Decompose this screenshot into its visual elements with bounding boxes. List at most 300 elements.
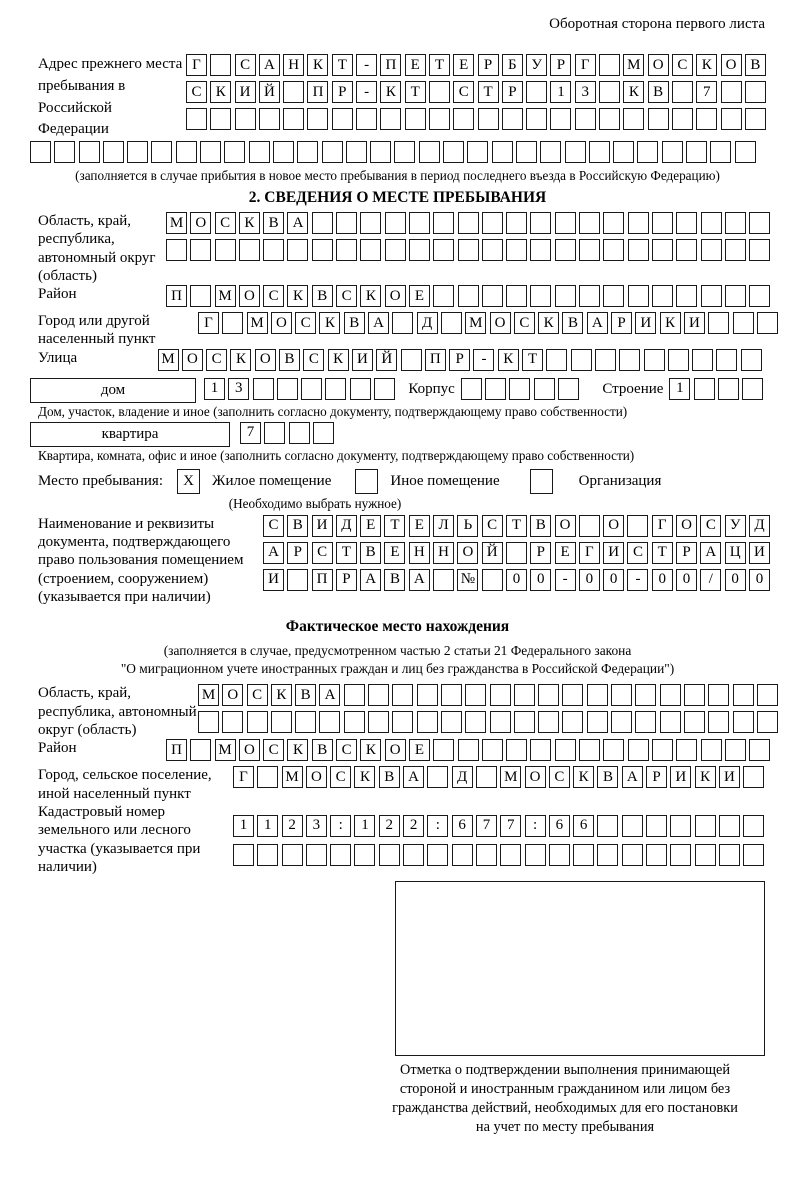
char-cell [482, 739, 503, 761]
char-cell: 0 [652, 569, 673, 591]
char-cell [534, 378, 555, 400]
char-cell: Т [405, 81, 426, 103]
char-cell [392, 312, 413, 334]
char-cell: М [158, 349, 179, 371]
char-cell: 7 [696, 81, 717, 103]
char-cell [684, 684, 705, 706]
char-cell [332, 108, 353, 130]
char-cell [635, 684, 656, 706]
char-cell [287, 569, 308, 591]
char-cell [356, 108, 377, 130]
char-cell [749, 239, 770, 261]
char-cell: № [457, 569, 478, 591]
char-cell [368, 684, 389, 706]
char-cell [433, 212, 454, 234]
char-cell: В [312, 285, 333, 307]
char-cell [526, 81, 547, 103]
street-field [30, 349, 765, 376]
char-cell [190, 239, 211, 261]
char-cell: В [263, 212, 284, 234]
actual-district-field [30, 739, 765, 766]
char-cell [733, 684, 754, 706]
char-cell [312, 239, 333, 261]
char-cell [708, 711, 729, 733]
char-cell: В [312, 739, 333, 761]
char-cell [743, 815, 764, 837]
char-cell: Т [522, 349, 543, 371]
char-cell: А [622, 766, 643, 788]
char-cell [579, 239, 600, 261]
char-cell [322, 141, 343, 163]
char-cell-row [263, 569, 773, 591]
char-cell [538, 711, 559, 733]
char-cell: И [684, 312, 705, 334]
char-cell: Р [336, 569, 357, 591]
char-cell [514, 711, 535, 733]
char-cell: Ц [725, 542, 746, 564]
char-cell: В [597, 766, 618, 788]
char-cell: К [271, 684, 292, 706]
char-cell: 7 [500, 815, 521, 837]
char-cell: Е [405, 54, 426, 76]
char-cell: - [555, 569, 576, 591]
char-cell: Б [502, 54, 523, 76]
char-cell [215, 239, 236, 261]
char-cell [716, 349, 737, 371]
char-cell: - [356, 81, 377, 103]
char-cell [635, 711, 656, 733]
char-cell [283, 108, 304, 130]
char-cell: 0 [603, 569, 624, 591]
char-cell [360, 239, 381, 261]
char-cell: 1 [204, 378, 225, 400]
char-cell: М [215, 739, 236, 761]
char-cell: П [425, 349, 446, 371]
char-cell: О [182, 349, 203, 371]
char-cell: С [235, 54, 256, 76]
char-cell-row [186, 108, 769, 130]
char-cell: Р [478, 54, 499, 76]
char-cell [721, 81, 742, 103]
char-cell: Г [233, 766, 254, 788]
char-cell [516, 141, 537, 163]
char-cell: Т [478, 81, 499, 103]
char-cell [273, 141, 294, 163]
char-cell [565, 141, 586, 163]
char-cell [701, 212, 722, 234]
char-cell [458, 239, 479, 261]
char-cell: С [482, 515, 503, 537]
char-cell [151, 141, 172, 163]
char-cell: Р [676, 542, 697, 564]
actual-district-cells [166, 739, 773, 766]
char-cell [599, 108, 620, 130]
checkbox-residential: X [177, 469, 200, 494]
char-cell [670, 844, 691, 866]
char-cell: К [573, 766, 594, 788]
char-cell [743, 844, 764, 866]
char-cell [392, 711, 413, 733]
char-cell: Г [186, 54, 207, 76]
document-field [30, 515, 765, 606]
char-cell [525, 844, 546, 866]
char-cell: Р [502, 81, 523, 103]
char-cell: Р [646, 766, 667, 788]
char-cell [458, 739, 479, 761]
char-cell [224, 141, 245, 163]
apartment-type-box: квартира [30, 422, 230, 447]
char-cell [725, 285, 746, 307]
char-cell [313, 422, 334, 444]
char-cell: С [514, 312, 535, 334]
actual-location-caption-2: "О миграционном учете иностранных граждан и лиц без гражданства в Российской Федерации") [120, 661, 675, 677]
apartment-caption: Квартира, комната, офис и иное (заполнить согласно документу, подтверждающему право собственности) [38, 447, 635, 463]
char-cell: Н [283, 54, 304, 76]
char-cell [627, 515, 648, 537]
char-cell: О [190, 212, 211, 234]
char-cell: Е [409, 739, 430, 761]
char-cell [735, 141, 756, 163]
prev-address-field [30, 54, 765, 141]
char-cell [443, 141, 464, 163]
char-cell: 1 [257, 815, 278, 837]
char-cell [336, 212, 357, 234]
char-cell [595, 349, 616, 371]
char-cell: Т [652, 542, 673, 564]
char-cell [660, 711, 681, 733]
char-cell: 0 [530, 569, 551, 591]
char-cell [417, 684, 438, 706]
char-cell [719, 844, 740, 866]
char-cell: К [287, 285, 308, 307]
char-cell [587, 711, 608, 733]
char-cell: О [555, 515, 576, 537]
char-cell [465, 711, 486, 733]
char-cell-row [166, 739, 773, 761]
char-cell: Г [198, 312, 219, 334]
char-cell [579, 285, 600, 307]
char-cell [330, 844, 351, 866]
char-cell: С [453, 81, 474, 103]
char-cell: К [239, 212, 260, 234]
char-cell: Н [433, 542, 454, 564]
char-cell: О [385, 739, 406, 761]
char-cell [441, 684, 462, 706]
char-cell [701, 285, 722, 307]
char-cell: О [222, 684, 243, 706]
char-cell [54, 141, 75, 163]
char-cell [247, 711, 268, 733]
apartment-row [30, 422, 765, 447]
char-cell: С [215, 212, 236, 234]
char-cell: Д [452, 766, 473, 788]
char-cell: Ь [457, 515, 478, 537]
option-organization-label: Организация [578, 472, 662, 489]
char-cell-row [204, 378, 398, 400]
char-cell [550, 108, 571, 130]
char-cell: Г [652, 515, 673, 537]
char-cell: / [700, 569, 721, 591]
char-cell [549, 844, 570, 866]
char-cell: В [344, 312, 365, 334]
char-cell [611, 711, 632, 733]
char-cell [742, 378, 763, 400]
char-cell-row [240, 422, 337, 444]
char-cell [538, 684, 559, 706]
char-cell: К [307, 54, 328, 76]
char-cell: - [473, 349, 494, 371]
char-cell [652, 739, 673, 761]
stamp-column [365, 881, 765, 1137]
char-cell: С [263, 515, 284, 537]
stamp-caption-line: Отметка о подтверждении выполнения принимающей [400, 1062, 730, 1079]
char-cell: Т [506, 515, 527, 537]
char-cell [587, 684, 608, 706]
char-cell [257, 766, 278, 788]
char-cell [530, 239, 551, 261]
char-cell: О [306, 766, 327, 788]
char-cell: А [700, 542, 721, 564]
char-cell: М [282, 766, 303, 788]
char-cell: Й [259, 81, 280, 103]
char-cell [433, 285, 454, 307]
char-cell: В [384, 569, 405, 591]
char-cell: : [427, 815, 448, 837]
char-cell [603, 239, 624, 261]
char-cell: 3 [228, 378, 249, 400]
char-cell: С [206, 349, 227, 371]
char-cell: Д [749, 515, 770, 537]
char-cell-row [669, 378, 766, 400]
char-cell: В [360, 542, 381, 564]
char-cell: С [247, 684, 268, 706]
char-cell [695, 815, 716, 837]
char-cell [571, 349, 592, 371]
char-cell: Р [611, 312, 632, 334]
char-cell [555, 212, 576, 234]
char-cell [686, 141, 707, 163]
char-cell [287, 239, 308, 261]
char-cell [482, 212, 503, 234]
char-cell [336, 239, 357, 261]
char-cell [478, 108, 499, 130]
page-side-note: Оборотная сторона первого листа [549, 16, 765, 32]
char-cell: О [385, 285, 406, 307]
char-cell: О [239, 739, 260, 761]
char-cell [429, 108, 450, 130]
char-cell [719, 815, 740, 837]
char-cell: В [562, 312, 583, 334]
stamp-caption-line: гражданства действий, необходимых для его постановки [392, 1100, 738, 1117]
char-cell [482, 569, 503, 591]
char-cell: О [721, 54, 742, 76]
char-cell: И [635, 312, 656, 334]
char-cell [433, 739, 454, 761]
char-cell: О [239, 285, 260, 307]
char-cell-row [158, 349, 765, 371]
char-cell [233, 844, 254, 866]
char-cell: 3 [575, 81, 596, 103]
actual-region-cells [198, 684, 781, 738]
char-cell [660, 684, 681, 706]
char-cell [676, 239, 697, 261]
char-cell [637, 141, 658, 163]
char-cell: 0 [725, 569, 746, 591]
char-cell [745, 81, 766, 103]
char-cell: С [672, 54, 693, 76]
stamp-caption [365, 1061, 765, 1137]
char-cell [30, 141, 51, 163]
char-cell [401, 349, 422, 371]
char-cell: О [271, 312, 292, 334]
char-cell: О [457, 542, 478, 564]
char-cell-row [263, 542, 773, 564]
char-cell: 0 [506, 569, 527, 591]
char-cell [725, 212, 746, 234]
char-cell [344, 684, 365, 706]
char-cell [200, 141, 221, 163]
stamp-caption-line: на учет по месту пребывания [475, 1119, 655, 1136]
prev-address-caption: (заполняется в случае прибытия в новое место пребывания в период последнего въезда в Российскую Федерацию) [75, 168, 720, 183]
char-cell [506, 542, 527, 564]
char-cell: С [336, 739, 357, 761]
char-cell: А [263, 542, 284, 564]
char-cell [485, 378, 506, 400]
char-cell [441, 312, 462, 334]
region-cells [166, 212, 773, 266]
char-cell [530, 212, 551, 234]
char-cell [757, 711, 778, 733]
char-cell: 2 [379, 815, 400, 837]
char-cell: У [725, 515, 746, 537]
char-cell [749, 212, 770, 234]
char-cell [733, 711, 754, 733]
char-cell [385, 239, 406, 261]
char-cell: 1 [669, 378, 690, 400]
char-cell: П [380, 54, 401, 76]
char-cell: 2 [282, 815, 303, 837]
char-cell [379, 844, 400, 866]
char-cell: К [538, 312, 559, 334]
char-cell: К [354, 766, 375, 788]
char-cell [166, 239, 187, 261]
char-cell [526, 108, 547, 130]
char-cell: В [287, 515, 308, 537]
char-cell: Р [530, 542, 551, 564]
char-cell [385, 212, 406, 234]
char-cell [628, 212, 649, 234]
char-cell: Й [482, 542, 503, 564]
char-cell: Л [433, 515, 454, 537]
char-cell: А [587, 312, 608, 334]
char-cell: С [627, 542, 648, 564]
char-cell [368, 711, 389, 733]
char-cell [710, 141, 731, 163]
char-cell [708, 684, 729, 706]
char-cell [652, 212, 673, 234]
char-cell: 6 [549, 815, 570, 837]
char-cell [603, 212, 624, 234]
actual-region-label: Область, край, республика, автономный округ (область) [38, 685, 197, 739]
char-cell: К [328, 349, 349, 371]
char-cell [409, 239, 430, 261]
char-cell: 0 [749, 569, 770, 591]
char-cell [264, 422, 285, 444]
char-cell [652, 239, 673, 261]
char-cell: Р [287, 542, 308, 564]
char-cell [509, 378, 530, 400]
char-cell: Р [550, 54, 571, 76]
char-cell: 6 [452, 815, 473, 837]
char-cell [589, 141, 610, 163]
option-other-premises-label: Иное помещение [390, 472, 500, 489]
char-cell: К [319, 312, 340, 334]
char-cell: 1 [354, 815, 375, 837]
char-cell [646, 844, 667, 866]
char-cell [619, 349, 640, 371]
prev-address-cells [186, 54, 769, 135]
char-cell [628, 285, 649, 307]
char-cell [282, 844, 303, 866]
char-cell-row [166, 212, 773, 234]
char-cell: - [627, 569, 648, 591]
char-cell [622, 844, 643, 866]
char-cell [579, 739, 600, 761]
char-cell: : [525, 815, 546, 837]
char-cell [452, 844, 473, 866]
char-cell: А [368, 312, 389, 334]
char-cell [380, 108, 401, 130]
district-label: Район [38, 286, 77, 303]
char-cell [694, 378, 715, 400]
char-cell: И [670, 766, 691, 788]
char-cell [190, 739, 211, 761]
char-cell: П [166, 739, 187, 761]
char-cell [79, 141, 100, 163]
char-cell: С [330, 766, 351, 788]
char-cell: К [380, 81, 401, 103]
char-cell [721, 108, 742, 130]
char-cell [490, 711, 511, 733]
char-cell [325, 378, 346, 400]
char-cell [749, 739, 770, 761]
char-cell: В [648, 81, 669, 103]
section2-title: 2. СВЕДЕНИЯ О МЕСТЕ ПРЕБЫВАНИЯ [248, 189, 547, 206]
char-cell [344, 711, 365, 733]
char-cell-row [186, 54, 769, 76]
char-cell [662, 141, 683, 163]
char-cell: М [465, 312, 486, 334]
char-cell [562, 684, 583, 706]
char-cell [579, 212, 600, 234]
char-cell: Т [332, 54, 353, 76]
char-cell [670, 815, 691, 837]
char-cell-row [198, 684, 781, 706]
char-cell [743, 766, 764, 788]
char-cell [696, 108, 717, 130]
char-cell [409, 212, 430, 234]
char-cell: С [263, 285, 284, 307]
char-cell [613, 141, 634, 163]
char-cell [695, 844, 716, 866]
city-field [30, 312, 765, 349]
char-cell [467, 141, 488, 163]
actual-city-cells [233, 766, 768, 793]
char-cell [319, 711, 340, 733]
char-cell: А [360, 569, 381, 591]
char-cell [692, 349, 713, 371]
char-cell [603, 285, 624, 307]
